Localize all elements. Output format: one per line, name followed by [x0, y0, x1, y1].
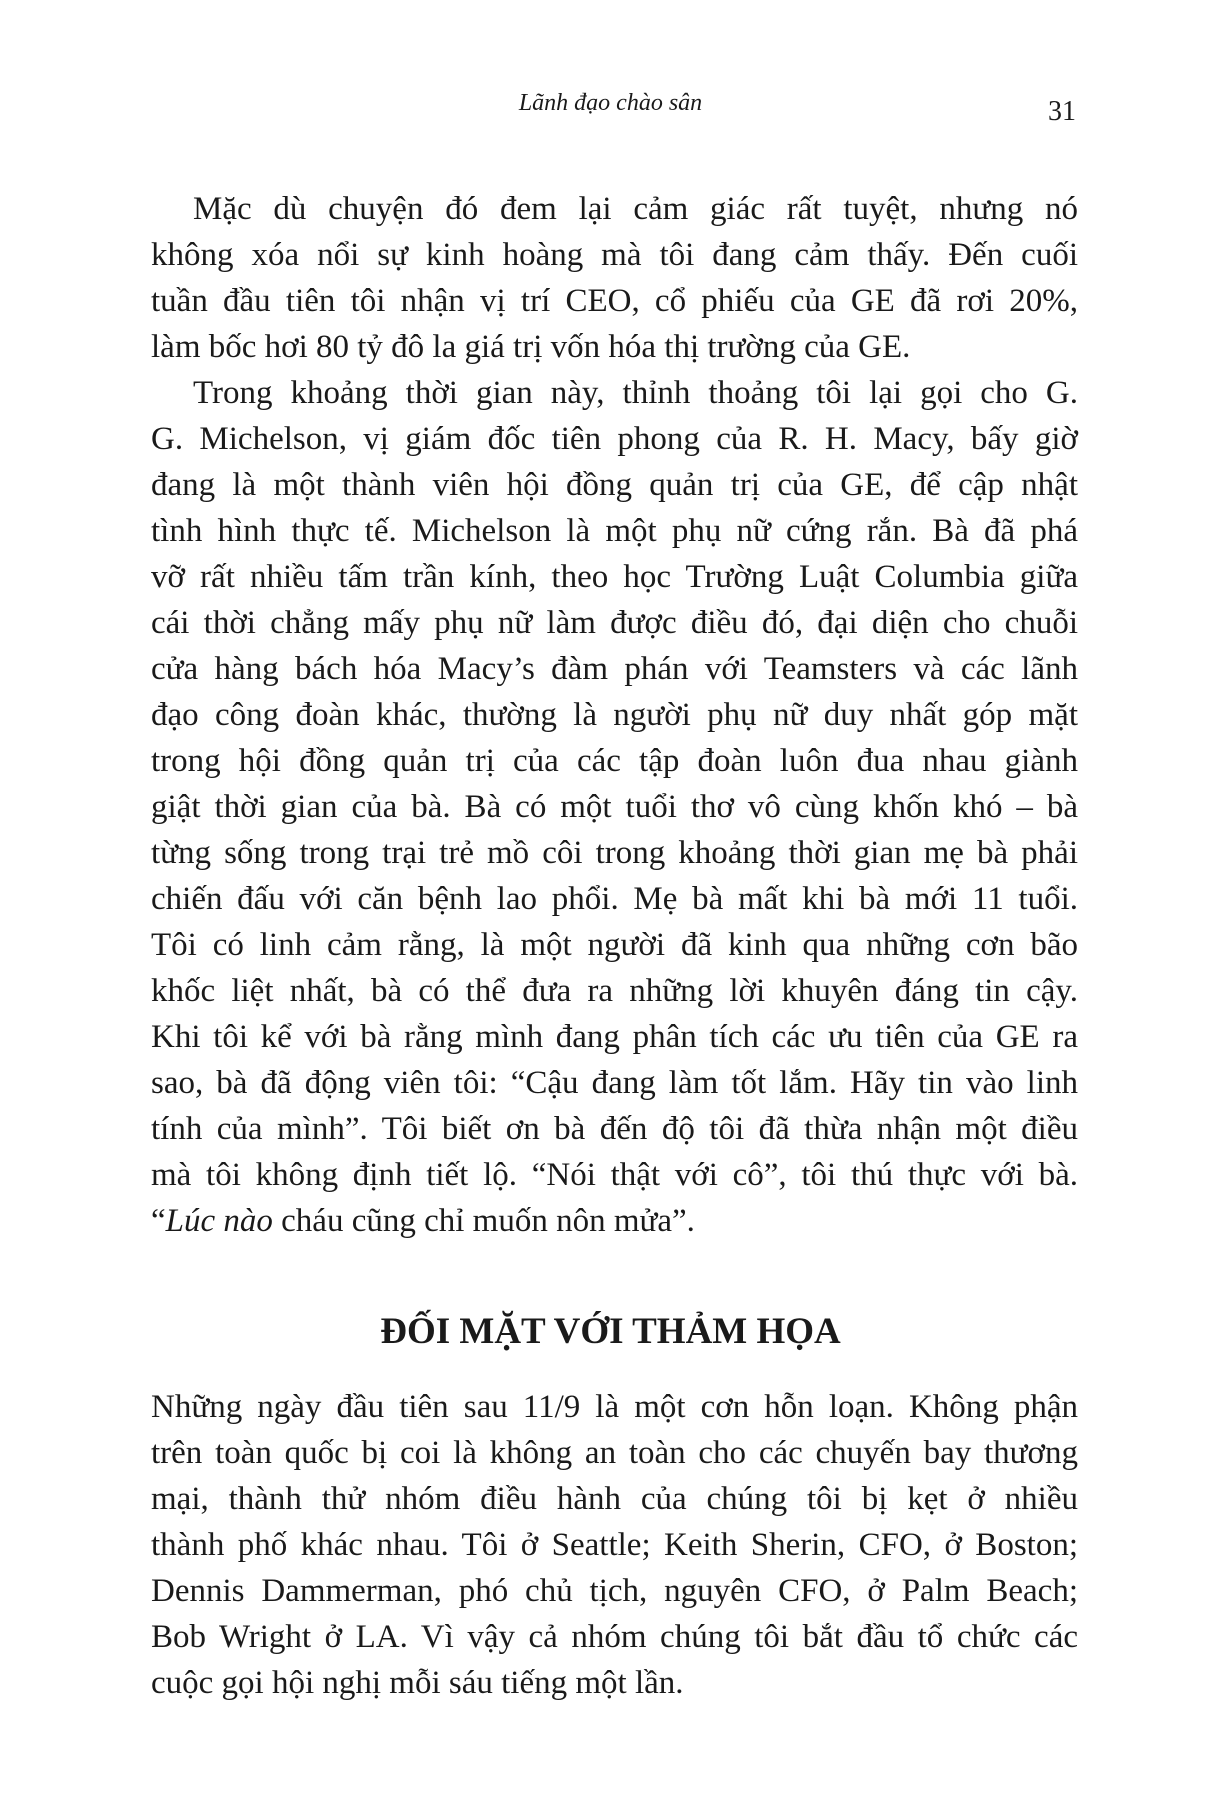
paragraph-line: đang là một thành viên hội đồng quản trị của GE, để cập nhật — [151, 467, 1078, 503]
paragraph-line: tính của mình”. Tôi biết ơn bà đến độ tôi đã thừa nhận một điều — [151, 1111, 1078, 1147]
paragraph-line: đạo công đoàn khác, thường là người phụ nữ duy nhất góp mặt — [151, 697, 1078, 733]
paragraph-line: Tôi có linh cảm rằng, là một người đã kinh qua những cơn bão — [151, 927, 1078, 963]
paragraph-line: Mặc dù chuyện đó đem lại cảm giác rất tuyệt, nhưng nó — [193, 191, 1078, 227]
open-quote: “ — [151, 1203, 166, 1239]
paragraph-line: thành phố khác nhau. Tôi ở Seattle; Keith Sherin, CFO, ở Boston; — [151, 1527, 1078, 1563]
paragraph-line: vỡ rất nhiều tấm trần kính, theo học Trường Luật Columbia giữa — [151, 559, 1078, 595]
paragraph-line: Khi tôi kể với bà rằng mình đang phân tích các ưu tiên của GE ra — [151, 1019, 1078, 1055]
paragraph-line: trên toàn quốc bị coi là không an toàn cho các chuyến bay thương — [151, 1435, 1078, 1471]
body-text-top — [151, 186, 1078, 1244]
paragraph-line: Bob Wright ở LA. Vì vậy cả nhóm chúng tôi bắt đầu tổ chức các — [151, 1619, 1078, 1655]
paragraph-line: tuần đầu tiên tôi nhận vị trí CEO, cổ phiếu của GE đã rơi 20%, — [151, 283, 1078, 319]
paragraph-line: sao, bà đã động viên tôi: “Cậu đang làm tốt lắm. Hãy tin vào linh — [151, 1065, 1078, 1101]
body-text-bottom — [151, 1384, 1078, 1706]
paragraph-line: Những ngày đầu tiên sau 11/9 là một cơn hỗn loạn. Không phận — [151, 1389, 1078, 1425]
quote-rest: cháu cũng chỉ muốn nôn mửa”. — [272, 1203, 695, 1239]
page-number: 31 — [1048, 96, 1076, 127]
paragraph-line: mà tôi không định tiết lộ. “Nói thật với cô”, tôi thú thực với bà. — [151, 1157, 1078, 1193]
italic-phrase: Lúc nào — [165, 1203, 273, 1239]
paragraph-line: cái thời chẳng mấy phụ nữ làm được điều đó, đại diện cho chuỗi — [151, 605, 1078, 641]
paragraph-line: trong hội đồng quản trị của các tập đoàn luôn đua nhau giành — [151, 743, 1078, 779]
paragraph-line — [151, 1198, 1078, 1244]
paragraph-line: Trong khoảng thời gian này, thỉnh thoảng tôi lại gọi cho G. — [193, 375, 1078, 411]
paragraph-line: cuộc gọi hội nghị mỗi sáu tiếng một lần. — [151, 1665, 684, 1701]
paragraph-line: từng sống trong trại trẻ mồ côi trong khoảng thời gian mẹ bà phải — [151, 835, 1078, 871]
paragraph-line: G. Michelson, vị giám đốc tiên phong của R. H. Macy, bấy giờ — [151, 421, 1078, 457]
paragraph-line: cửa hàng bách hóa Macy’s đàm phán với Teamsters và các lãnh — [151, 651, 1078, 687]
section-heading: ĐỐI MẶT VỚI THẢM HỌA — [380, 1311, 841, 1352]
paragraph-line: không xóa nổi sự kinh hoàng mà tôi đang cảm thấy. Đến cuối — [151, 237, 1078, 273]
paragraph-line: khốc liệt nhất, bà có thể đưa ra những lời khuyên đáng tin cậy. — [151, 973, 1078, 1009]
paragraph-line: Dennis Dammerman, phó chủ tịch, nguyên CFO, ở Palm Beach; — [151, 1573, 1078, 1609]
paragraph-line: làm bốc hơi 80 tỷ đô la giá trị vốn hóa thị trường của GE. — [151, 329, 911, 365]
paragraph-line: giật thời gian của bà. Bà có một tuổi thơ vô cùng khốn khó – bà — [151, 789, 1078, 825]
paragraph-line: chiến đấu với căn bệnh lao phổi. Mẹ bà mất khi bà mới 11 tuổi. — [151, 881, 1078, 917]
running-title: Lãnh đạo chào sân — [518, 90, 703, 116]
paragraph-line: tình hình thực tế. Michelson là một phụ nữ cứng rắn. Bà đã phá — [151, 513, 1078, 549]
paragraph-line: mại, thành thử nhóm điều hành của chúng tôi bị kẹt ở nhiều — [151, 1481, 1078, 1517]
